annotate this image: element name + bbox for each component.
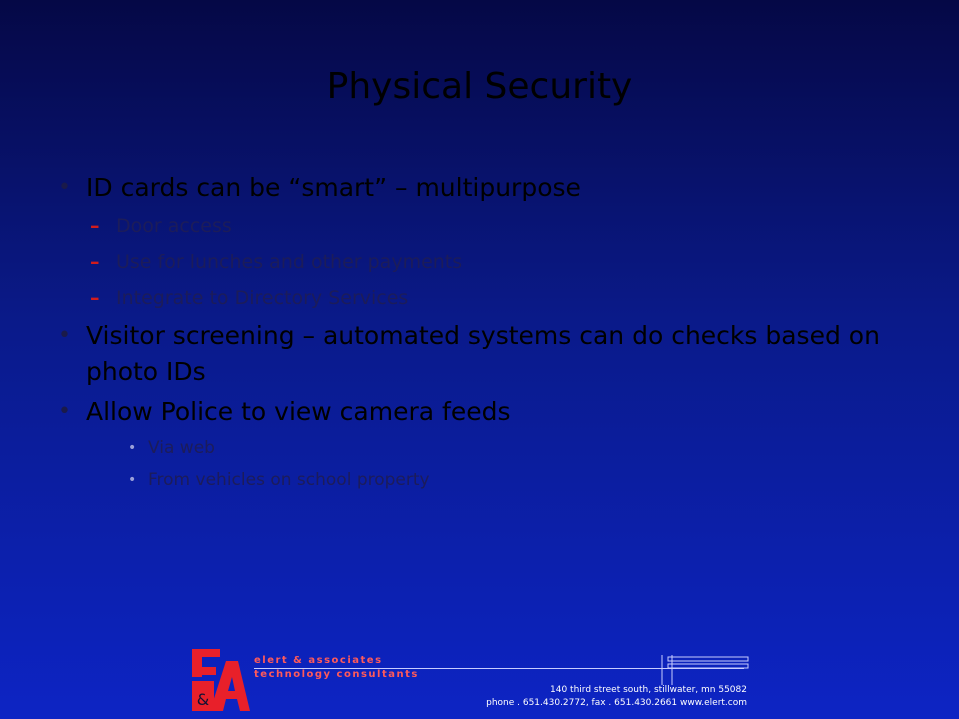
bullet-dot-icon: • bbox=[128, 472, 137, 488]
bullet-text: Allow Police to view camera feeds bbox=[86, 397, 511, 426]
company-name: elert & associates bbox=[254, 655, 383, 666]
bullet-text: Visitor screening – automated systems can do checks based on photo IDs bbox=[86, 321, 880, 386]
bullet-dot-icon: • bbox=[128, 440, 137, 456]
bullet-dot-icon: • bbox=[58, 175, 71, 200]
sub-bullet-text: Door access bbox=[116, 215, 232, 237]
dash-marker-icon: – bbox=[90, 251, 100, 273]
sub-bullet-item bbox=[56, 208, 926, 244]
bullet-list bbox=[56, 170, 926, 496]
company-address: 140 third street south, stillwater, mn 55082 bbox=[550, 685, 747, 695]
company-contact: phone . 651.430.2772, fax . 651.430.2661 www.elert.com bbox=[486, 698, 747, 708]
ea-logo-icon bbox=[190, 647, 252, 713]
ampersand-icon: & bbox=[196, 690, 210, 709]
sub-bullet-item bbox=[56, 280, 926, 316]
sub-bullet-text: From vehicles on school property bbox=[148, 470, 430, 490]
slide-title: Physical Security bbox=[326, 66, 633, 107]
company-tagline: technology consultants bbox=[254, 669, 419, 680]
bullet-dot-icon: • bbox=[58, 323, 71, 348]
sub-bullet-item bbox=[56, 464, 926, 496]
company-logo-footer bbox=[190, 647, 750, 713]
bullet-dot-icon: • bbox=[58, 399, 71, 424]
decorative-lines-icon bbox=[660, 655, 750, 687]
bullet-item bbox=[56, 394, 926, 430]
bullet-item bbox=[56, 318, 926, 390]
dash-marker-icon: – bbox=[90, 215, 100, 237]
bullet-item bbox=[56, 170, 926, 206]
sub-bullet-item bbox=[56, 244, 926, 280]
sub-bullet-text: Integrate to Directory Services bbox=[116, 287, 409, 309]
bullet-text: ID cards can be “smart” – multipurpose bbox=[86, 173, 581, 202]
sub-bullet-text: Via web bbox=[148, 438, 215, 458]
sub-bullet-item bbox=[56, 432, 926, 464]
sub-bullet-text: Use for lunches and other payments bbox=[116, 251, 463, 273]
dash-marker-icon: – bbox=[90, 287, 100, 309]
